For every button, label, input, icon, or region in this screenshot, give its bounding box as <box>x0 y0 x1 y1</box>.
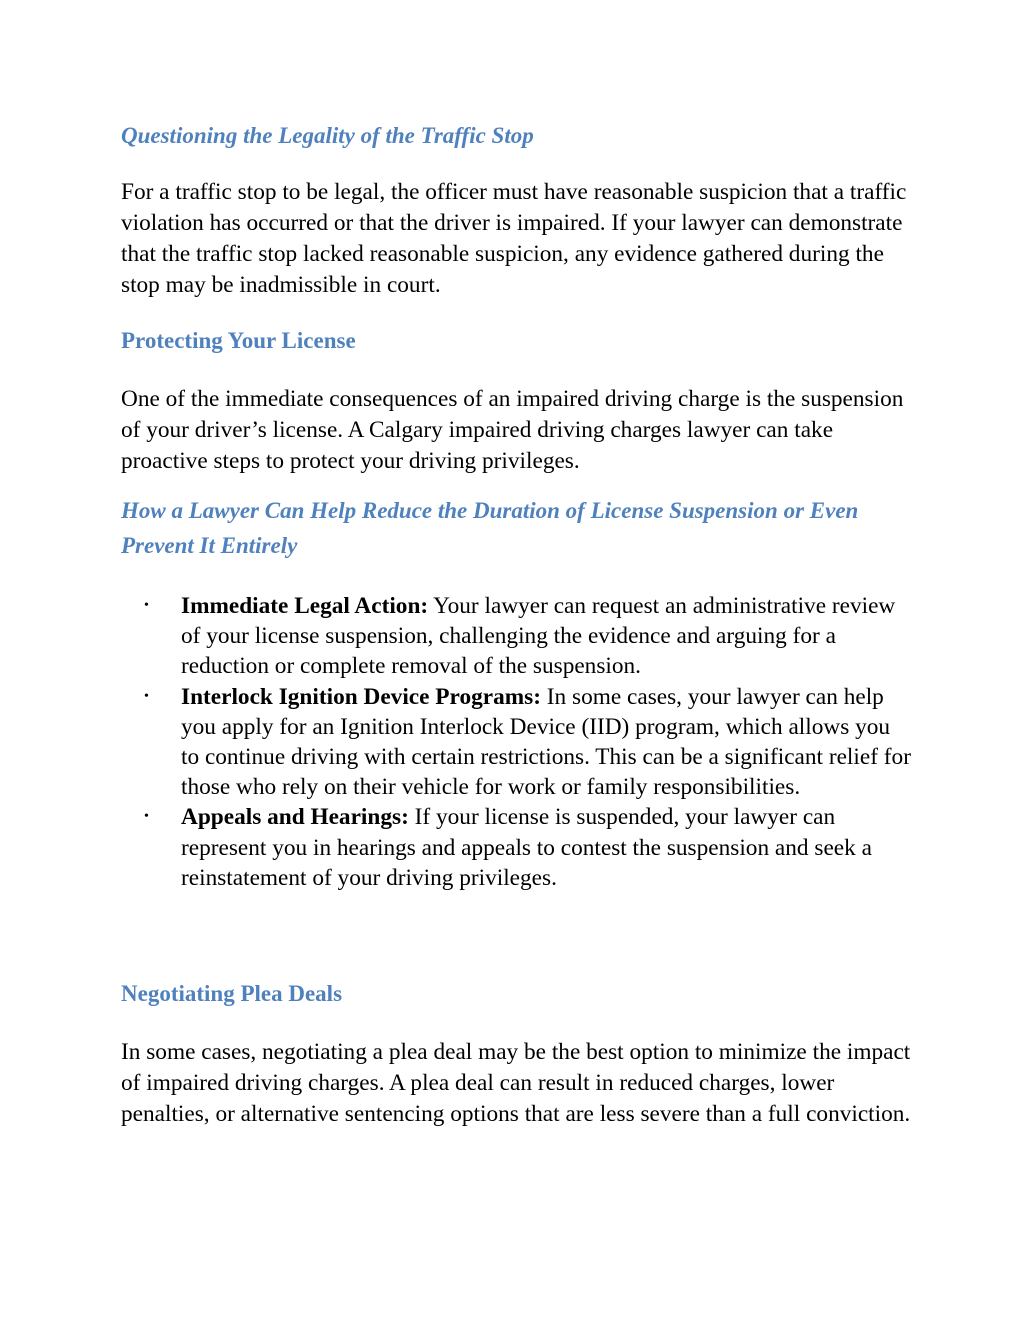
list-item-term: Interlock Ignition Device Programs: <box>181 683 541 710</box>
list-item-term: Immediate Legal Action: <box>181 593 429 619</box>
bullet-icon: • <box>144 688 149 704</box>
bullet-icon: • <box>144 598 149 613</box>
suspension-help-list <box>141 591 911 893</box>
list-item-text: Your lawyer can request an administrative review of your license suspension, challenging the evidence and arguing for a reduction or complete removal of the suspension. <box>181 593 896 680</box>
list-item-text: If your license is suspended, your lawyer can represent you in hearings and appeals to contest the suspension and seek a reinstatement of your driving privileges. <box>181 804 872 891</box>
heading-traffic-stop: Questioning the Legality of the Traffic Stop <box>121 123 534 148</box>
heading-reduce-suspension: How a Lawyer Can Help Reduce the Duration of License Suspension or Even Prevent It Entirely <box>121 498 859 558</box>
list-item-text: In some cases, your lawyer can help you apply for an Ignition Interlock Device (IID) program, which allows you to continue driving with certain restrictions. This can be a significant relief for those who rely on their vehicle for work or family responsibilities. <box>181 683 911 801</box>
heading-plea-deals: Negotiating Plea Deals <box>121 981 343 1006</box>
paragraph-plea-deals: In some cases, negotiating a plea deal may be the best option to minimize the impact of impaired driving charges. A plea deal can result in reduced charges, lower penalties, or alternative sentencing options that are less severe than a full conviction. <box>121 1039 911 1127</box>
list-item <box>141 591 911 682</box>
paragraph-traffic-stop: For a traffic stop to be legal, the officer must have reasonable suspicion that a traffic violation has occurred or that the driver is impaired. If your lawyer can demonstrate that the traffic stop lacked reasonable suspicion, any evidence gathered during the stop may be inadmissible in court. <box>121 179 907 298</box>
bullet-icon: • <box>144 809 149 825</box>
list-item-term: Appeals and Hearings: <box>181 804 409 831</box>
list-item <box>141 802 911 893</box>
paragraph-protecting-license: One of the immediate consequences of an impaired driving charge is the suspension of your driver’s license. A Calgary impaired driving charges lawyer can take proactive steps to protect your driving privileges. <box>121 386 904 474</box>
list-item <box>141 682 911 803</box>
heading-protecting-license: Protecting Your License <box>121 328 356 353</box>
